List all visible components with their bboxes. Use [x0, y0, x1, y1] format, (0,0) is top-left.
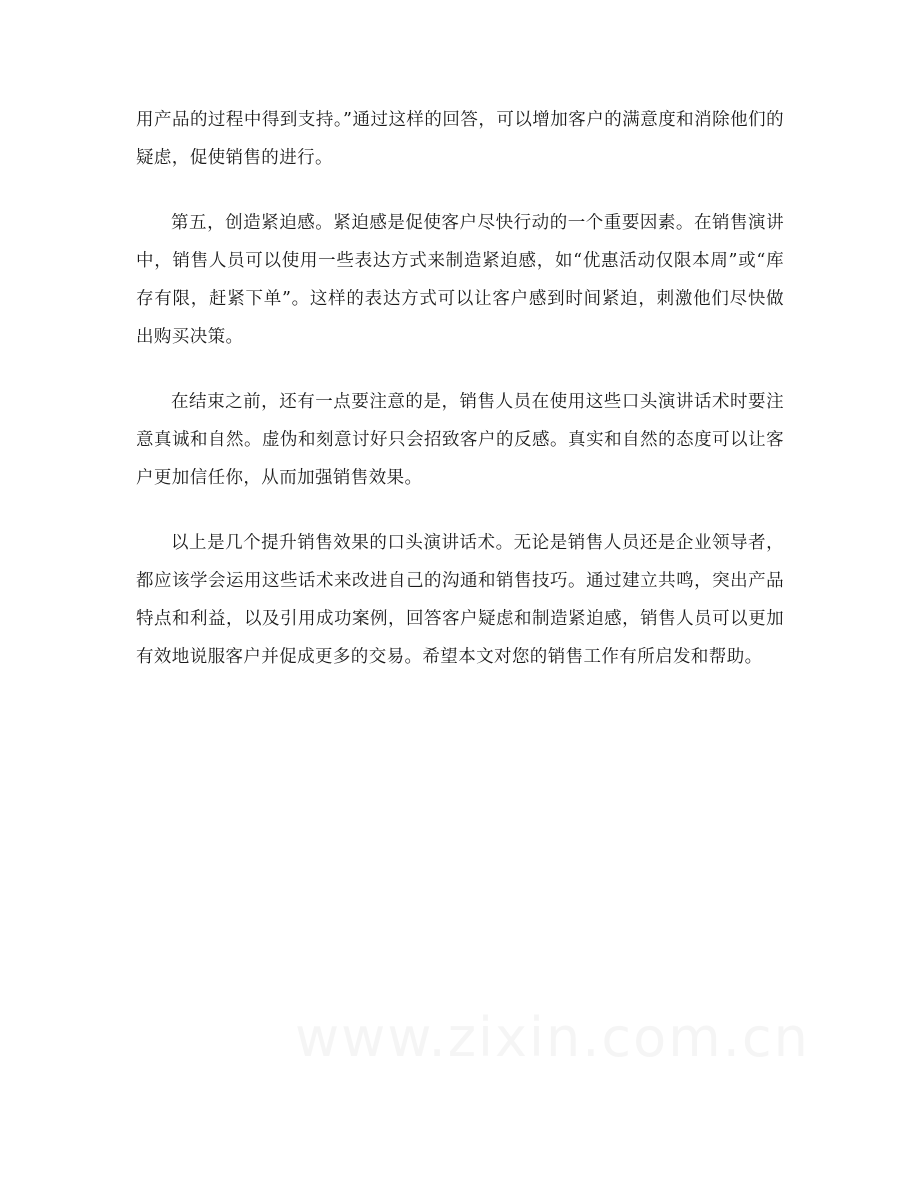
- watermark-logo: www.zixin.com.cn: [295, 1006, 810, 1069]
- document-body: [136, 101, 784, 703]
- paragraph-urgency: 第五，创造紧迫感。紧迫感是促使客户尽快行动的一个重要因素。在销售演讲中，销售人员可以使用一些表达方式来制造紧迫感，如“优惠活动仅限本周”或“库存有限，赶紧下单”。这样的表达方式可以让客户感到时间紧迫，刺激他们尽快做出购买决策。: [136, 213, 784, 347]
- paragraph-conclusion: 以上是几个提升销售效果的口头演讲话术。无论是销售人员还是企业领导者，都应该学会运用这些话术来改进自己的沟通和销售技巧。通过建立共鸣，突出产品特点和利益，以及引用成功案例，回答客户疑虑和制造紧迫感，销售人员可以更加有效地说服客户并促成更多的交易。希望本文对您的销售工作有所启发和帮助。: [136, 533, 784, 667]
- paragraph-continuation: 用产品的过程中得到支持。”通过这样的回答，可以增加客户的满意度和消除他们的疑虑，促使销售的进行。: [136, 110, 784, 168]
- paragraph-sincerity: 在结束之前，还有一点要注意的是，销售人员在使用这些口头演讲话术时要注意真诚和自然。虚伪和刻意讨好只会招致客户的反感。真实和自然的态度可以让客户更加信任你，从而加强销售效果。: [136, 392, 784, 488]
